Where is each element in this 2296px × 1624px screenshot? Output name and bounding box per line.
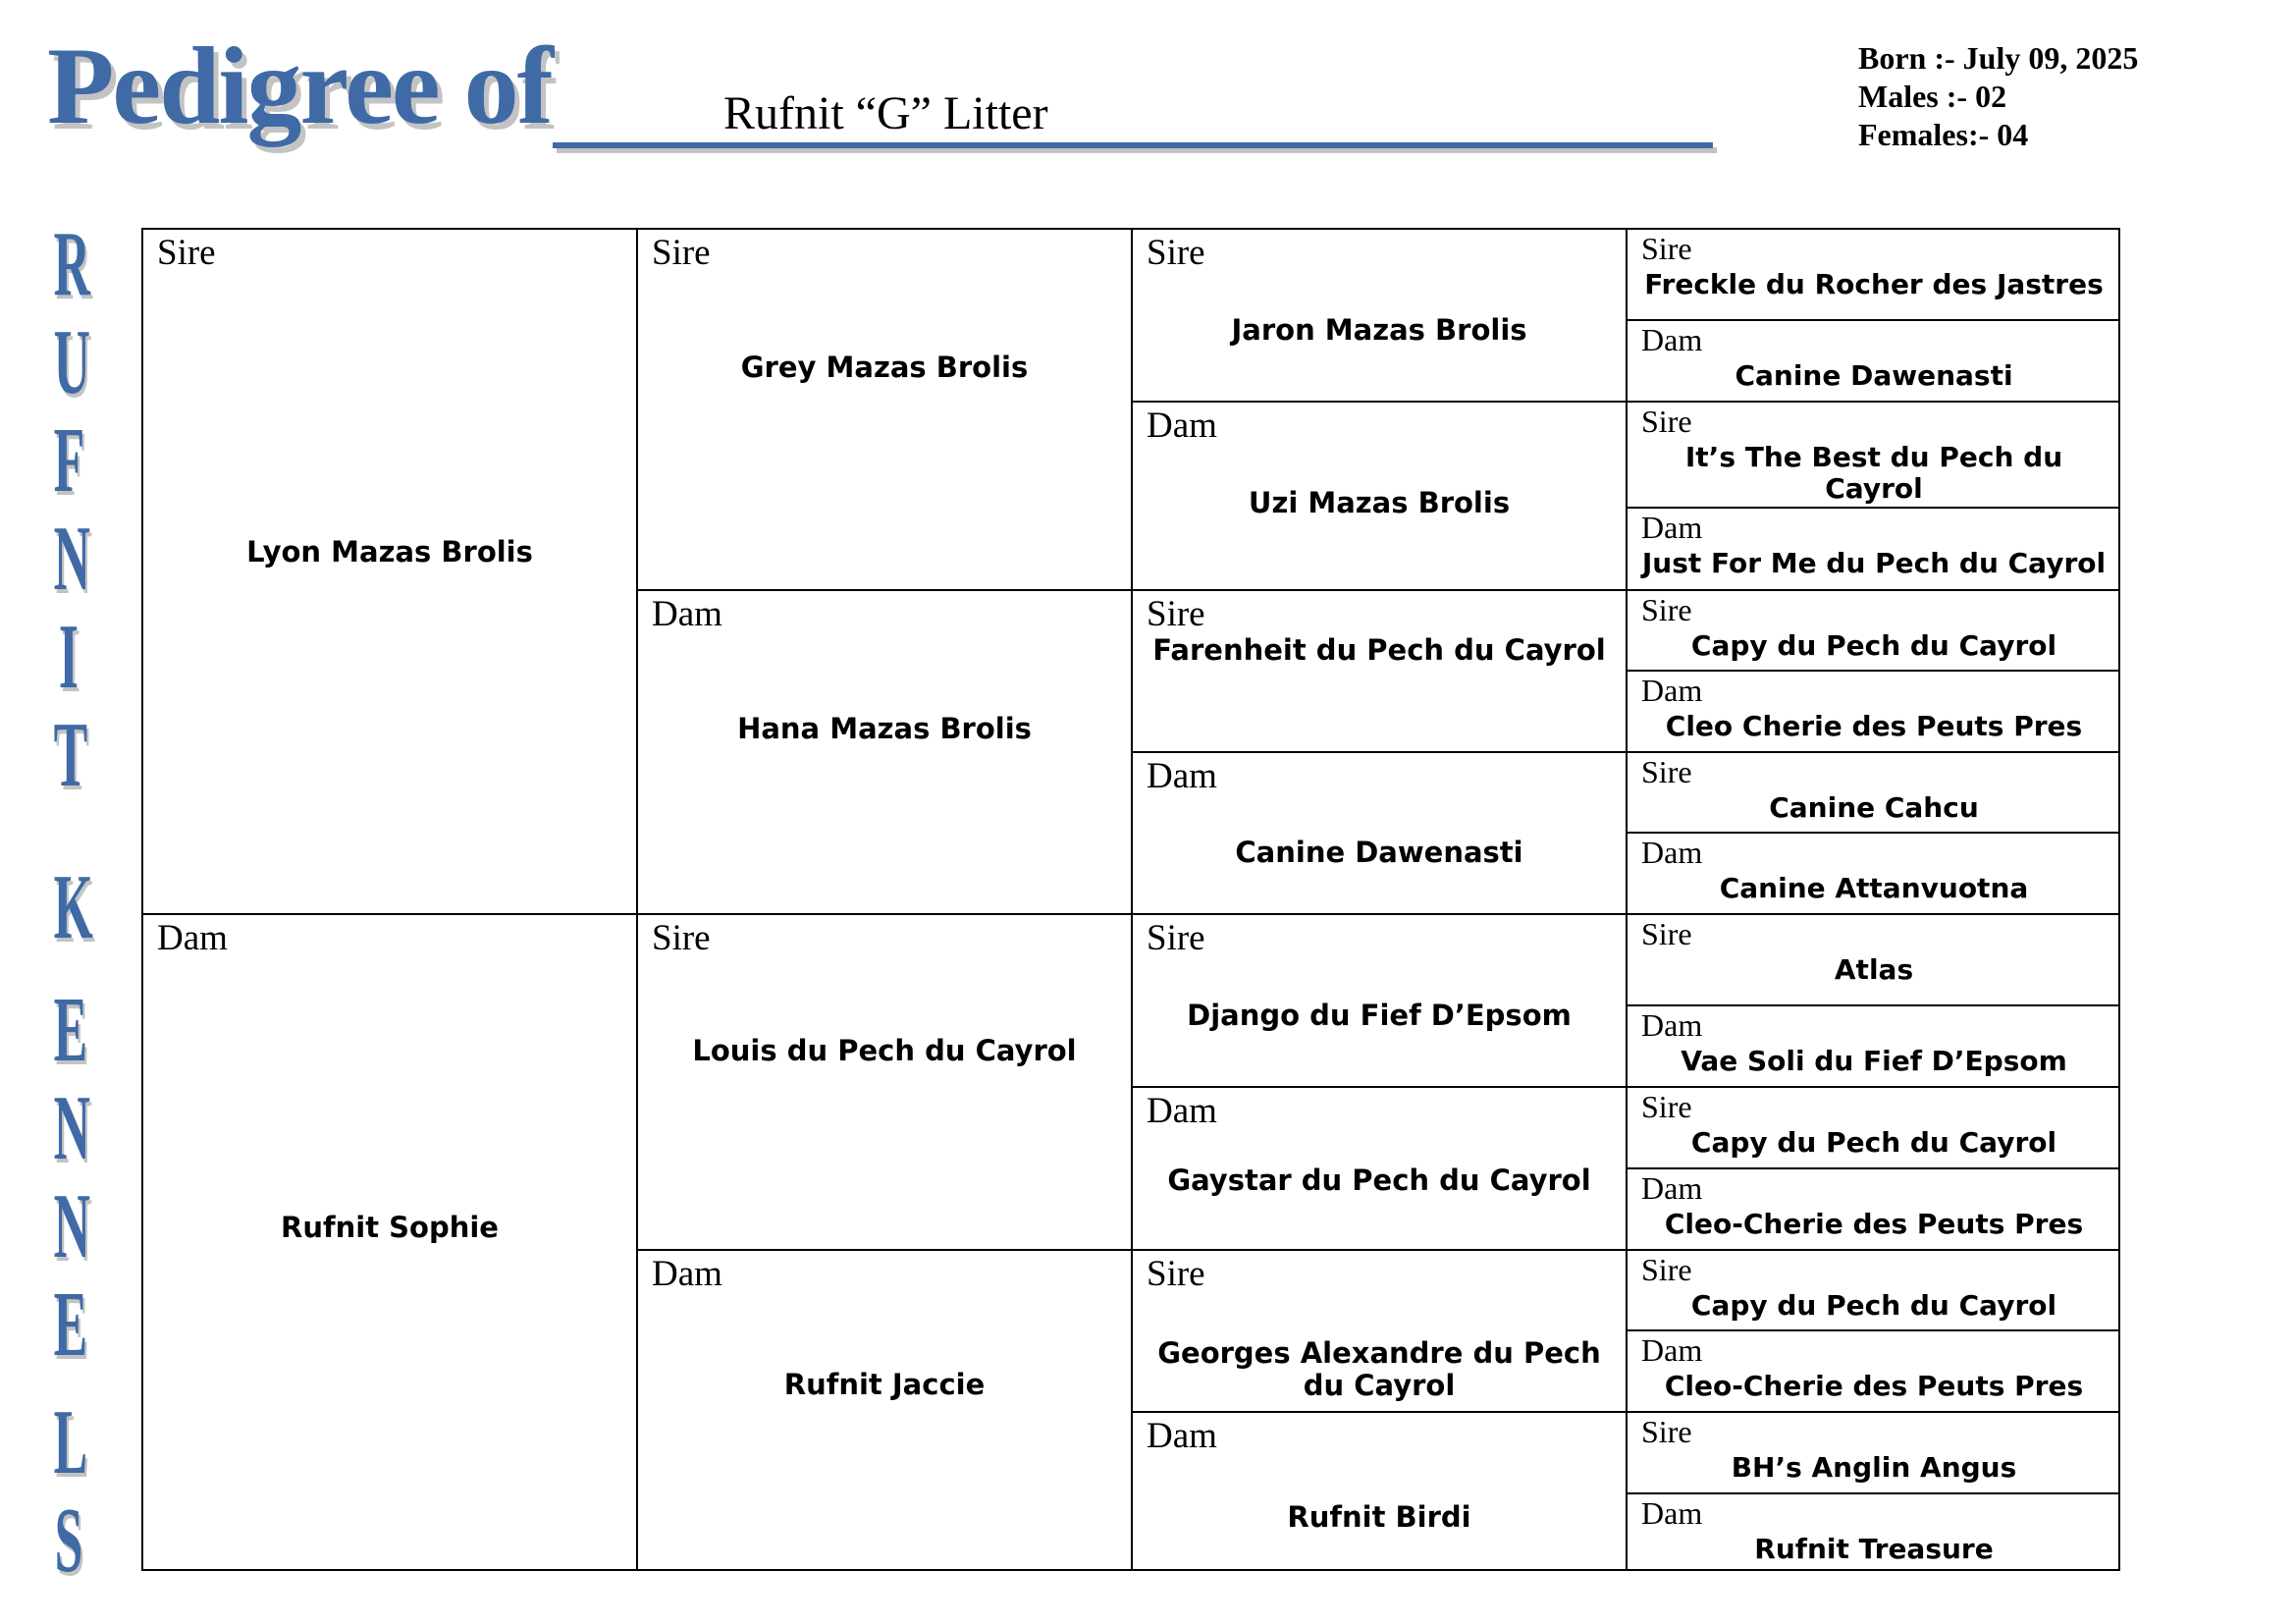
dog-name: It’s The Best du Pech du Cayrol: [1684, 441, 2063, 506]
pedigree-cell-dam: [1628, 321, 2120, 403]
dog-name: Canine Dawenasti: [1235, 836, 1523, 869]
kennel-letter: K: [53, 856, 93, 958]
dog-name: Rufnit Birdi: [1287, 1500, 1471, 1534]
males-count: Males :- 02: [1858, 79, 2007, 114]
role-label: Sire: [652, 918, 711, 958]
dog-name: Cleo-Cherie des Peuts Pres: [1664, 1208, 2084, 1240]
role-label: Sire: [652, 233, 711, 273]
role-label: Sire: [157, 233, 216, 273]
role-label: Sire: [1641, 1089, 1692, 1124]
role-label: Dam: [1641, 1332, 1703, 1368]
kennel-letter: R: [53, 213, 90, 315]
dog-name: Freckle du Rocher des Jastres: [1644, 268, 2104, 300]
pedigree-cell-sire: [1133, 1251, 1628, 1413]
pedigree-cell-sire: [1628, 915, 2120, 1006]
pedigree-cell-sire: [1628, 753, 2120, 834]
dog-name: Django du Fief D’Epsom: [1187, 999, 1572, 1032]
pedigree-cell-sire: [1133, 915, 1628, 1088]
kennel-letter: N: [53, 1175, 90, 1277]
role-label: Dam: [1147, 1416, 1217, 1456]
dog-name: Uzi Mazas Brolis: [1248, 486, 1511, 519]
role-label: Dam: [1641, 1170, 1703, 1206]
role-label: Dam: [157, 918, 228, 958]
role-label: Sire: [1147, 594, 1205, 634]
dog-name: Vae Soli du Fief D’Epsom: [1681, 1045, 2067, 1077]
role-label: Dam: [1641, 1495, 1703, 1531]
pedigree-cell-sire: [1628, 1251, 2120, 1331]
role-label: Dam: [1641, 835, 1703, 870]
born-date: Born :- July 09, 2025: [1858, 40, 2139, 76]
dog-name: Canine Attanvuotna: [1719, 872, 2029, 904]
kennel-letter: T: [53, 704, 88, 806]
dog-name: Cleo-Cherie des Peuts Pres: [1664, 1370, 2084, 1402]
role-label: Sire: [1641, 231, 1692, 266]
litter-name: Rufnit “G” Litter: [723, 87, 1048, 139]
dog-name: Canine Cahcu: [1769, 791, 1979, 824]
kennel-letter: E: [53, 1273, 88, 1376]
kennel-letter: F: [53, 409, 85, 512]
pedigree-cell-dam: [1133, 403, 1628, 591]
role-label: Sire: [1641, 404, 1692, 439]
role-label: Sire: [1147, 1254, 1205, 1294]
kennel-letter: E: [53, 979, 88, 1081]
dog-name: Grey Mazas Brolis: [740, 351, 1029, 384]
role-label: Dam: [652, 594, 722, 634]
dog-name: Louis du Pech du Cayrol: [692, 1034, 1077, 1067]
title-underline: [553, 142, 1713, 148]
dog-name: Capy du Pech du Cayrol: [1690, 629, 2057, 662]
pedigree-cell-dam: [1628, 1331, 2120, 1413]
page-title: Pedigree of: [47, 26, 552, 147]
kennel-letter: L: [53, 1391, 88, 1493]
dog-name: Capy du Pech du Cayrol: [1690, 1289, 2057, 1322]
role-label: Dam: [1641, 322, 1703, 357]
role-label: Sire: [1147, 918, 1205, 958]
dog-name: Lyon Mazas Brolis: [246, 535, 533, 568]
pedigree-cell-sire: [1628, 1413, 2120, 1494]
role-label: Dam: [1641, 1007, 1703, 1043]
dog-name: Gaystar du Pech du Cayrol: [1167, 1164, 1591, 1197]
pedigree-cell-dam: [1628, 1494, 2120, 1571]
pedigree-cell-dam: [143, 915, 638, 1571]
pedigree-table: [141, 228, 2120, 1571]
females-count: Females:- 04: [1858, 117, 2029, 152]
dog-name: Cleo Cherie des Peuts Pres: [1665, 710, 2083, 742]
pedigree-cell-sire: [1628, 1088, 2120, 1169]
role-label: Dam: [1641, 673, 1703, 708]
pedigree-cell-dam: [1628, 1169, 2120, 1251]
dog-name: Georges Alexandre du Pech du Cayrol: [1157, 1336, 1601, 1403]
dog-name: BH’s Anglin Angus: [1731, 1451, 2017, 1484]
role-label: Dam: [1147, 406, 1217, 446]
litter-info: [1858, 39, 2138, 154]
role-label: Dam: [1147, 1091, 1217, 1131]
pedigree-cell-dam: [1133, 1088, 1628, 1251]
pedigree-cell-sire: [638, 915, 1133, 1251]
kennel-letter: I: [58, 606, 80, 708]
role-label: Sire: [1641, 916, 1692, 951]
pedigree-cell-sire: [143, 230, 638, 915]
kennel-letter: N: [53, 508, 90, 610]
dog-name: Capy du Pech du Cayrol: [1690, 1126, 2057, 1159]
role-label: Sire: [1641, 1252, 1692, 1287]
role-label: Sire: [1147, 233, 1205, 273]
pedigree-cell-dam: [638, 1251, 1133, 1571]
role-label: Dam: [652, 1254, 722, 1294]
dog-name: Just For Me du Pech du Cayrol: [1641, 547, 2107, 579]
dog-name: Atlas: [1834, 953, 1914, 986]
pedigree-cell-dam: [1628, 834, 2120, 915]
pedigree-cell-dam: [1133, 753, 1628, 915]
kennel-letter: N: [53, 1077, 90, 1179]
pedigree-cell-dam: [1133, 1413, 1628, 1571]
pedigree-cell-dam: [638, 591, 1133, 915]
pedigree-cell-sire: [1133, 230, 1628, 403]
dog-name: Jaron Mazas Brolis: [1231, 313, 1527, 347]
dog-name: Rufnit Treasure: [1754, 1533, 1994, 1565]
dog-name: Canine Dawenasti: [1735, 359, 2013, 392]
kennel-letter: S: [54, 1489, 83, 1592]
dog-name: Hana Mazas Brolis: [737, 712, 1032, 745]
pedigree-cell-sire: [1628, 230, 2120, 321]
pedigree-cell-sire: [1628, 403, 2120, 509]
pedigree-cell-sire: [1628, 591, 2120, 672]
pedigree-cell-dam: [1628, 1006, 2120, 1088]
pedigree-cell-sire: [638, 230, 1133, 591]
role-label: Dam: [1147, 756, 1217, 796]
dog-name: Rufnit Sophie: [281, 1211, 499, 1244]
pedigree-cell-dam: [1628, 672, 2120, 753]
pedigree-cell-dam: [1628, 509, 2120, 591]
role-label: Dam: [1641, 510, 1703, 545]
pedigree-cell-sire: [1133, 591, 1628, 753]
role-label: Sire: [1641, 754, 1692, 789]
role-label: Sire: [1641, 1414, 1692, 1449]
role-label: Sire: [1641, 592, 1692, 627]
dog-name: Rufnit Jaccie: [783, 1368, 986, 1401]
dog-name: Farenheit du Pech du Cayrol: [1152, 633, 1606, 667]
kennel-letter: U: [53, 311, 90, 413]
